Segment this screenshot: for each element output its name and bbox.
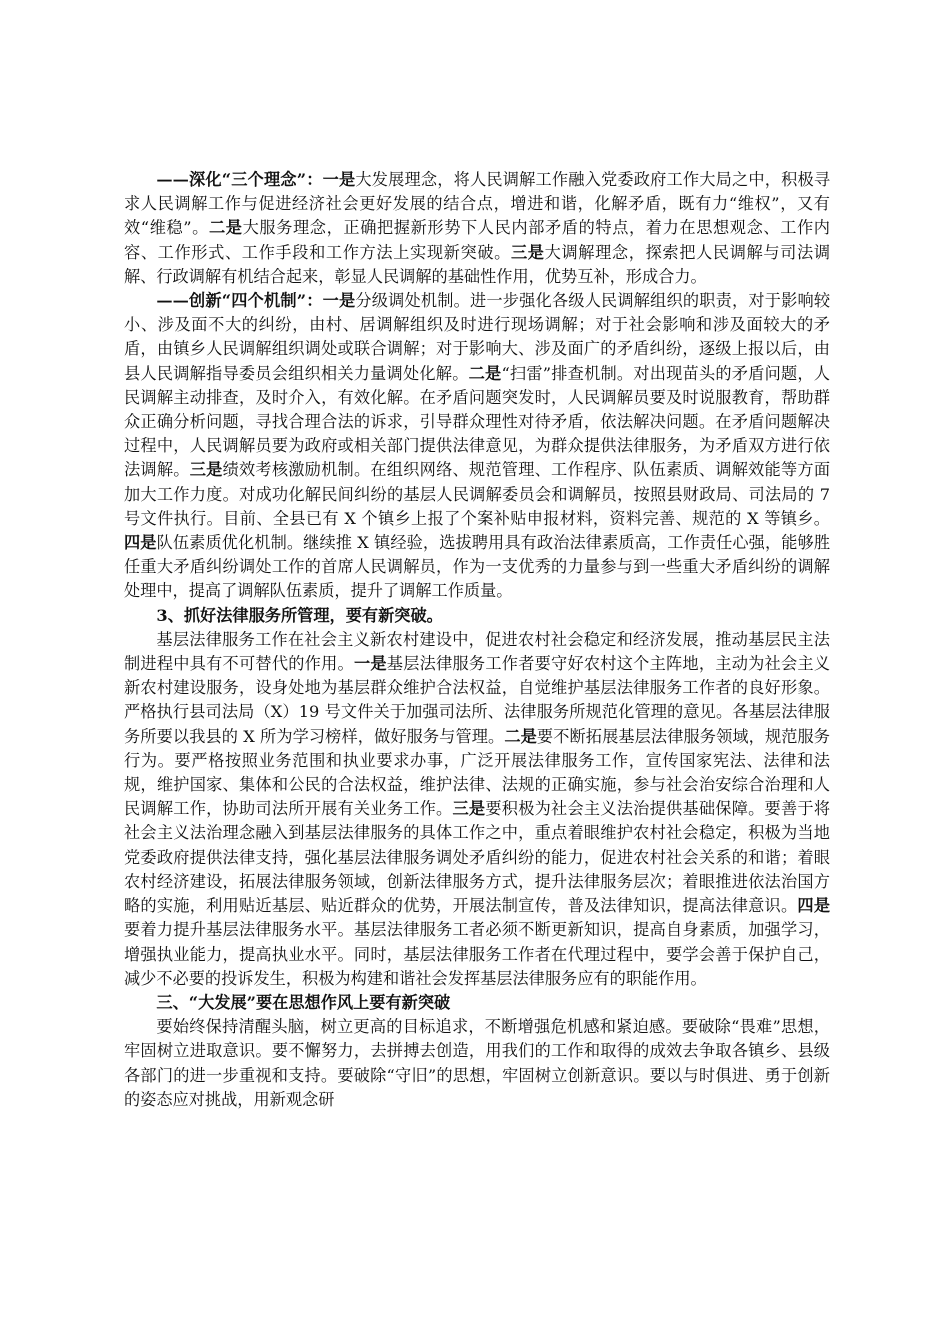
paragraph-text: “扫雷”排查机制。对出现苗头的矛盾问题，人民调解主动排查，及时介入，有效化解。在矛盾问题突发时，人民调解员要及时说服教育，帮助群众正确分析问题，寻找合理合法的诉求，引导群众理性对待矛盾，依法解决问题。在矛盾问题解决过程中，人民调解员要为政府或相关部门提供法律意见，为群众提供法律服务，为矛盾双方进行依法调解。 bbox=[124, 363, 830, 480]
paragraph-text: 要积极为社会主义法治提供基础保障。要善于将社会主义法治理念融入到基层法律服务的具体工作之中，重点着眼维护农村社会稳定，积极为当地党委政府提供法律支持，强化基层法律服务调处矛盾纠纷的能力，促进农村社会关系的和谐；着眼农村经济建设，拓展法律服务领域，创新法律服务方式，提升法律服务层次；着眼推进依法治国方略的实施，利用贴近基层、贴近群众的优势，开展法制宣传，普及法律知识，提高法律意识。 bbox=[124, 799, 831, 916]
paragraph-text: 要着力提升基层法律服务水平。基层法律服务工者必须不断更新知识，提高自身素质，加强学习，增强执业能力，提高执业水平。同时，基层法律服务工作者在代理过程中，要学会善于保护自己，减少不必要的投诉发生，积极为构建和谐社会发挥基层法律服务应有的职能作用。 bbox=[124, 920, 830, 988]
keyword-third: 三是 bbox=[452, 799, 486, 819]
paragraph-thinking-style: 要始终保持清醒头脑，树立更高的目标追求，不断增强危机感和紧迫感。要破除“畏难”思想，牢固树立进取意识。要不懈努力，去拼搏去创造，用我们的工作和取得的成效去争取各镇乡、县级各部门的进一步重视和支持。要破除“守旧”的思想，牢固树立创新意识。要以与时俱进、勇于创新的姿态应对挑战，用新观念研 bbox=[124, 1017, 830, 1109]
keyword-third: 三是 bbox=[510, 242, 545, 262]
keyword-fourth: 四是 bbox=[797, 896, 831, 916]
paragraph-text: 基层法律服务工作者要守好农村这个主阵地，主动为社会主义新农村建设服务，设身处地为基层群众维护合法权益，自觉维护基层法律服务工作者的良好形象。严格执行县司法局（X）19 号文件关于加强司法所、法律服务所规范化管理的意见。各基层法律服务所要以我县的 X 所为学习榜样，做好服务与管理。 bbox=[124, 654, 831, 746]
paragraph-legal-service bbox=[124, 628, 830, 991]
paragraph-text: 绩效考核激励机制。在组织网络、规范管理、工作程序、队伍素质、调解效能等方面加大工作力度。对成功化解民间纠纷的基层人民调解委员会和调解员，按照县财政局、司法局的 7 号文件执行。目前、全县已有 X 个镇乡上报了个案补贴申报材料，资料完善、规范的 X 等镇乡。 bbox=[124, 460, 831, 528]
paragraph-text: 大调解理念，探索把人民调解与司法调解、行政调解有机结合起来，彰显人民调解的基础性作用，优势互补，形成合力。 bbox=[124, 242, 831, 286]
paragraph-four-mechanisms bbox=[124, 289, 830, 604]
keyword-fourth: 四是 bbox=[124, 533, 157, 553]
paragraph-text: 要不断拓展基层法律服务领域，规范服务行为。要严格按照业务范围和执业要求办事，广泛开展法律服务工作，宣传国家宪法、法律和法规，维护国家、集体和公民的合法权益，维护法律、法规的正确实施，参与社会治安综合治理和人民调解工作，协助司法所开展有关业务工作。 bbox=[124, 726, 830, 819]
paragraph-text: 大服务理念，正确把握新形势下人民内部矛盾的特点，着力在思想观念、工作内容、工作形式、工作手段和工作方法上实现新突破。 bbox=[124, 218, 830, 262]
keyword-first: 一是 bbox=[322, 170, 356, 189]
section-heading-legal-service: 3、抓好法律服务所管理，要有新突破。 bbox=[156, 605, 443, 625]
keyword-second: 二是 bbox=[468, 363, 502, 383]
paragraph-text: 队伍素质优化机制。继续推 X 镇经验，选拔聘用具有政治法律素质高，工作责任心强，能够胜任重大矛盾纠纷调处工作的首席人民调解员，作为一支优秀的力量参与到一些重大矛盾纠纷的调解处理中，提高了调解队伍素质，提升了调解工作质量。 bbox=[124, 533, 831, 601]
paragraph-three-concepts bbox=[124, 168, 830, 289]
paragraph-lead: ——创新“四个机制”： bbox=[156, 291, 323, 311]
section-heading-thinking-style: 三、“大发展”要在思想作风上要有新突破 bbox=[156, 992, 451, 1012]
keyword-second: 二是 bbox=[208, 218, 243, 238]
paragraph-text: 基层法律服务工作在社会主义新农村建设中，促进农村社会稳定和经济发展，推动基层民主法制进程中具有不可替代的作用。 bbox=[124, 629, 830, 674]
keyword-first: 一是 bbox=[353, 654, 387, 674]
document-body bbox=[124, 168, 830, 1112]
keyword-first: 一是 bbox=[322, 291, 356, 311]
keyword-second: 二是 bbox=[504, 726, 537, 746]
paragraph-text: 分级调处机制。进一步强化各级人民调解组织的职责，对于影响较小、涉及面不大的纠纷，由村、居调解组织及时进行现场调解；对于社会影响和涉及面较大的矛盾，由镇乡人民调解组织调处或联合调解；对于影响大、涉及面广的矛盾纠纷，逐级上报以后，由县人民调解指导委员会组织相关力量调处化解。 bbox=[124, 291, 831, 383]
paragraph-lead: ——深化“三个理念”： bbox=[156, 170, 323, 189]
keyword-third: 三是 bbox=[189, 460, 223, 480]
paragraph-text: 大发展理念，将人民调解工作融入党委政府工作大局之中，积极寻求人民调解工作与促进经济社会更好发展的结合点，增进和谐，化解矛盾，既有力“维权”，又有效“维稳”。 bbox=[124, 170, 831, 238]
